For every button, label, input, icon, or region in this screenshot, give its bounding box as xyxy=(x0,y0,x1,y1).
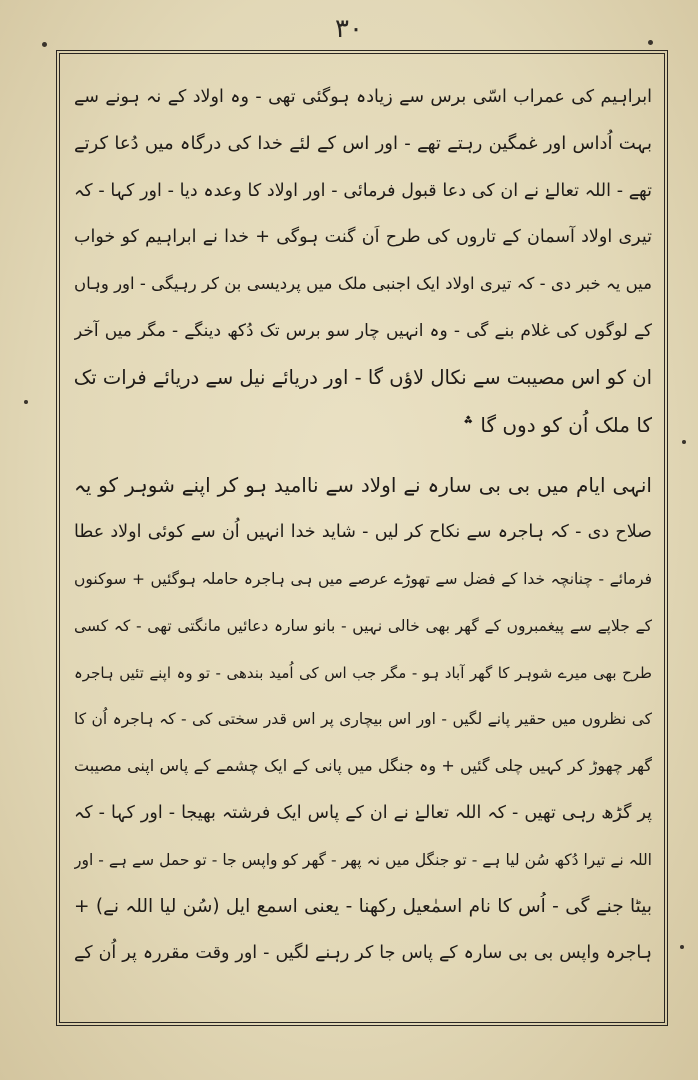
text-line: انہی ایام میں بی بی سارہ نے اولاد سے ناامید ہو کر اپنے شوہر کو یہ xyxy=(74,473,652,498)
paper-speck xyxy=(24,400,28,404)
text-line: کے جلاپے سے پیغمبروں کے گھر بھی خالی نہیں - بانو سارہ دعائیں مانگتی تھی - کہ کسی xyxy=(74,616,652,635)
text-line: گھر چھوڑ کر کہیں چلی گئیں + وہ جنگل میں پانی کے ایک چشمے کے پاس اپنی مصیبت xyxy=(74,756,652,776)
paper-speck xyxy=(42,42,47,47)
paragraph-1 xyxy=(74,74,652,448)
paper-speck xyxy=(680,945,684,949)
text-line: ابراہیم کی عمراب اسّی برس سے زیادہ ہوگئی تھی - وہ اولاد کے نہ ہونے سے xyxy=(74,87,652,107)
text-line: اللہ نے تیرا دُکھ سُن لیا ہے - تو جنگل میں نہ پھر - گھر کو واپس جا - تو حمل سے ہے - اور xyxy=(74,850,652,869)
text-line: ان کو اس مصیبت سے نکال لاؤں گا - اور دریائے نیل سے دریائے فرات تک xyxy=(74,365,652,389)
paragraph-2 xyxy=(74,462,652,977)
text-line: صلاح دی - کہ ہاجرہ سے نکاح کر لیں - شاید خدا انہیں اُن سے کوئی اولاد عطا xyxy=(74,522,652,543)
paragraph-gap xyxy=(74,448,652,462)
text-line: بہت اُداس اور غمگین رہتے تھے - اور اس کے لئے خدا کی درگاہ میں دُعا کرتے xyxy=(74,132,652,154)
text-line: کی نظروں میں حقیر پانے لگیں - اور اس بیچاری پر اس قدر سختی کی - کہ ہاجرہ اُن کا xyxy=(74,710,652,729)
paper-speck xyxy=(648,40,653,45)
urdu-text-body xyxy=(74,74,652,977)
text-line: ہاجرہ واپس بی بی سارہ کے پاس جا کر رہنے لگیں - اور وقت مقررہ پر اُن کے xyxy=(74,943,652,964)
text-line: تھے - اللہ تعالےٰ نے ان کی دعا قبول فرمائی - اور اولاد کا وعدہ دیا - اور کہا - کہ xyxy=(74,180,652,201)
page-number: ۳۰ xyxy=(335,14,363,44)
text-line: طرح بھی میرے شوہر کا گھر آباد ہو - مگر جب اس کی اُمید بندھی - تو وہ اپنے تئیں ہاجرہ xyxy=(74,663,652,682)
text-line: تیری اولاد آسمان کے تاروں کی طرح اَن گنت ہوگی + خدا نے ابراہیم کو خواب xyxy=(74,227,652,248)
paper-speck xyxy=(682,440,686,444)
text-line: بیٹا جنے گی - اُس کا نام اسمٰعیل رکھنا - یعنی اسمع ایل (سُن لیا اللہ نے) + xyxy=(74,895,652,917)
text-line: کے لوگوں کی غلام بنے گی - وہ انہیں چار سو برس تک دُکھ دینگے - مگر میں آخر xyxy=(74,320,652,341)
text-line: میں یہ خبر دی - کہ تیری اولاد ایک اجنبی ملک میں پردیسی بن کر رہیگی - اور وہاں xyxy=(74,274,652,294)
text-line: پر گڑھ رہی تھیں - کہ اللہ تعالےٰ نے ان کے پاس ایک فرشتہ بھیجا - اور کہا - کہ xyxy=(74,802,652,823)
text-line: کا ملک اُن کو دوں گا ؞ xyxy=(462,412,652,437)
text-line: فرمائے - چنانچہ خدا کے فضل سے تھوڑے عرصے میں ہی ہاجرہ حاملہ ہوگئیں + سوکنوں xyxy=(74,569,652,588)
